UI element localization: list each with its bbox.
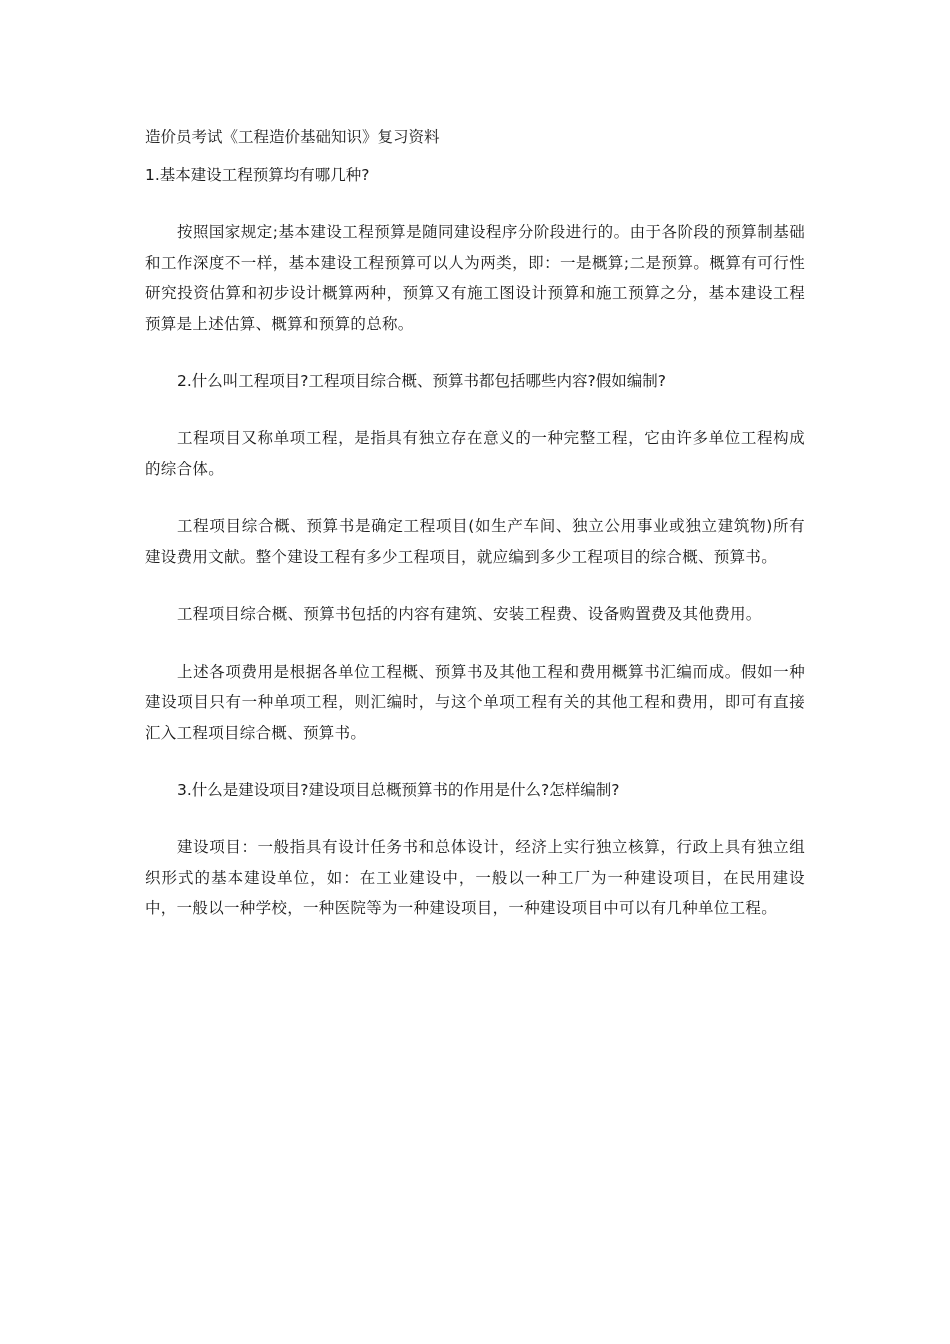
question-1: 1.基本建设工程预算均有哪几种? bbox=[145, 166, 370, 184]
paragraph: 工程项目又称单项工程，是指具有独立存在意义的一种完整工程，它由许多单位工程构成的综合体。 bbox=[145, 429, 805, 478]
paragraph: 建设项目：一般指具有设计任务书和总体设计，经济上实行独立核算，行政上具有独立组织形式的基本建设单位，如：在工业建设中，一般以一种工厂为一种建设项目，在民用建设中，一般以一种学校，一种医院等为一种建设项目，一种建设项目中可以有几种单位工程。 bbox=[145, 838, 805, 917]
paragraph: 上述各项费用是根据各单位工程概、预算书及其他工程和费用概算书汇编而成。假如一种建设项目只有一种单项工程，则汇编时，与这个单项工程有关的其他工程和费用，即可有直接汇入工程项目综合概、预算书。 bbox=[145, 662, 805, 742]
paragraph: 工程项目综合概、预算书是确定工程项目(如生产车间、独立公用事业或独立建筑物)所有建设费用文献。整个建设工程有多少工程项目，就应编到多少工程项目的综合概、预算书。 bbox=[145, 517, 805, 566]
document-page bbox=[145, 122, 805, 951]
question-2: 2.什么叫工程项目?工程项目综合概、预算书都包括哪些内容?假如编制? bbox=[177, 372, 666, 390]
paragraph: 工程项目综合概、预算书包括的内容有建筑、安装工程费、设备购置费及其他费用。 bbox=[177, 605, 762, 623]
paragraph: 按照国家规定;基本建设工程预算是随同建设程序分阶段进行的。由于各阶段的预算制基础和工作深度不一样，基本建设工程预算可以人为两类，即：一是概算;二是预算。概算有可行性研究投资估算和初步设计概算两种，预算又有施工图设计预算和施工预算之分，基本建设工程预算是上述估算、概算和预算的总称。 bbox=[145, 223, 805, 333]
question-3: 3.什么是建设项目?建设项目总概预算书的作用是什么?怎样编制? bbox=[177, 781, 620, 799]
document-title: 造价员考试《工程造价基础知识》复习资料 bbox=[145, 128, 440, 146]
